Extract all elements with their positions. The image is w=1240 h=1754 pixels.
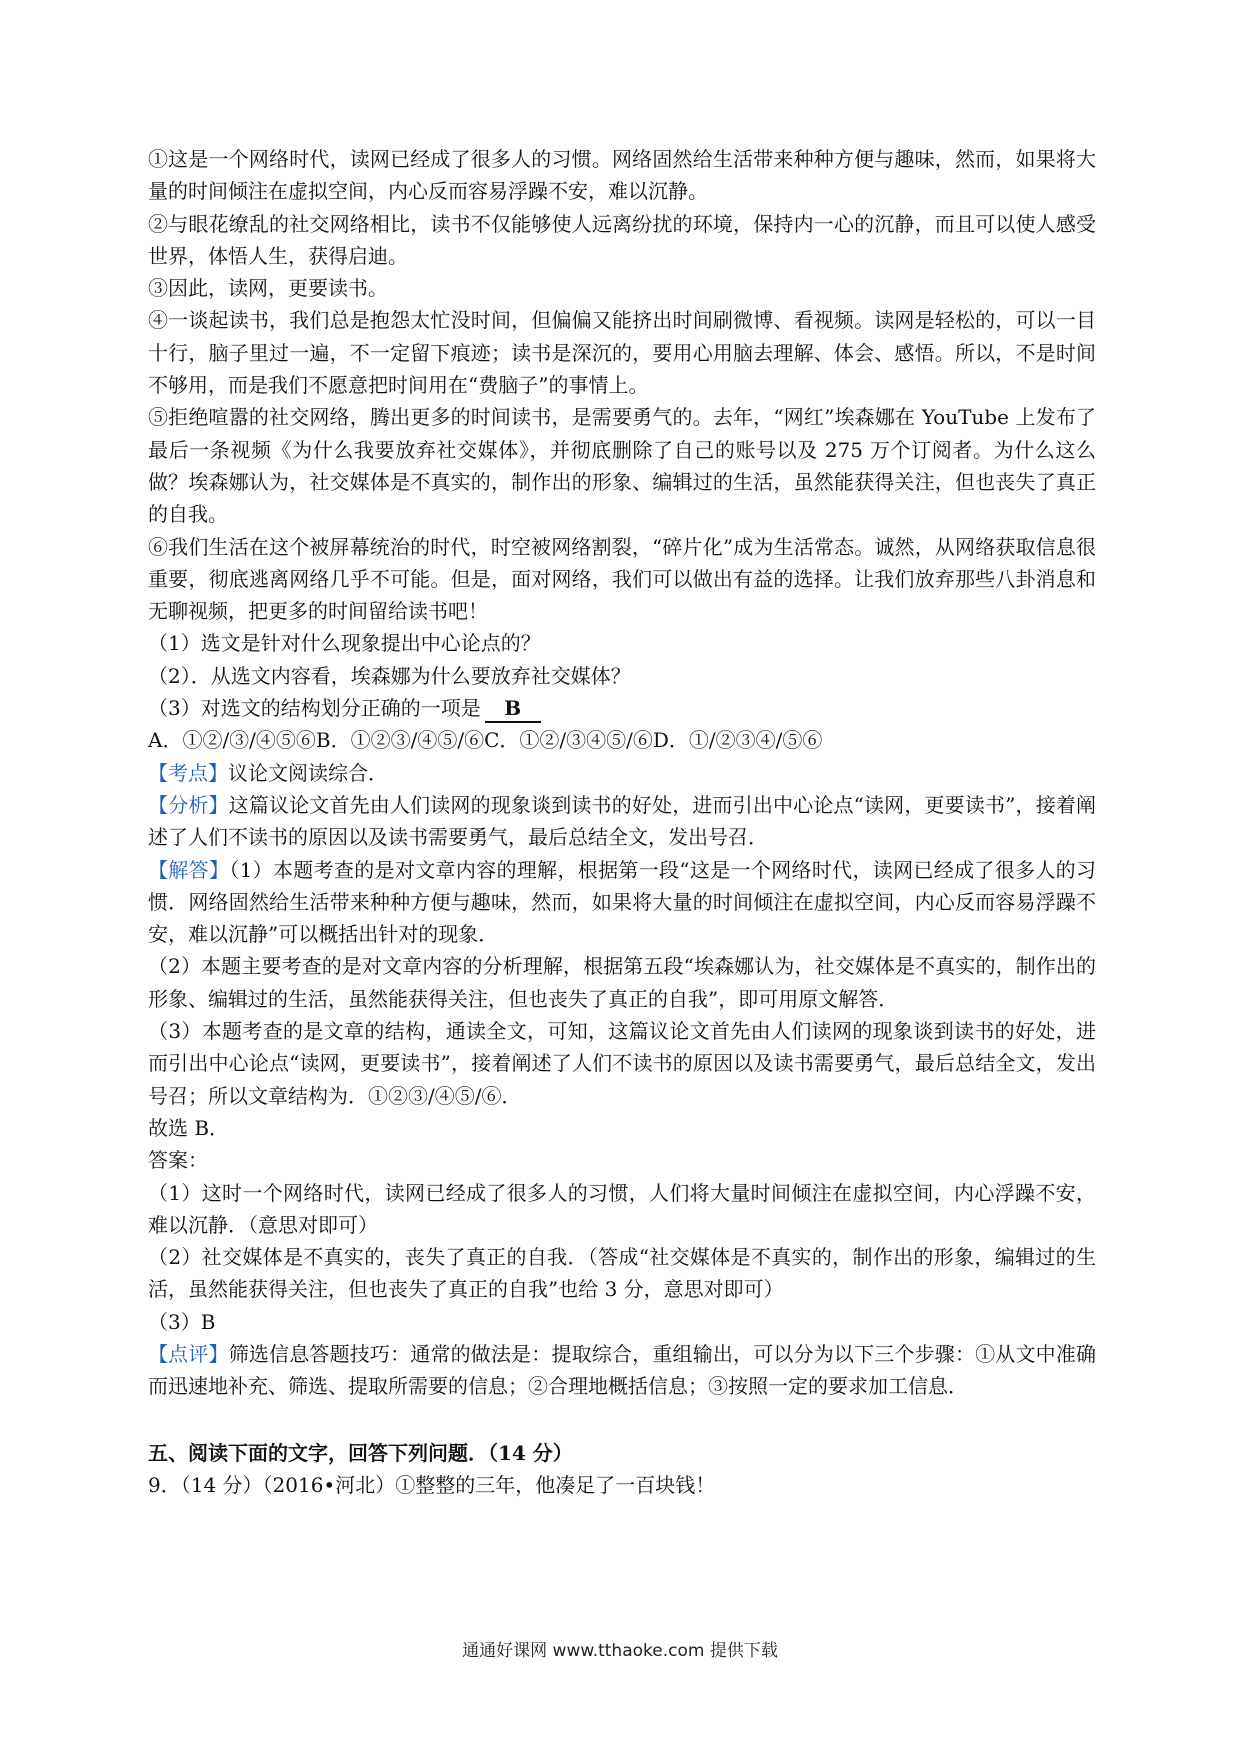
jieda-part-2: （2）本题主要考查的是对文章内容的分析理解，根据第五段“埃森娜认为，社交媒体是不真实的，制作出的形象、编辑过的生活，虽然能获得关注，但也丧失了真正的自我”，即可用原文解答． [148,954,1096,1011]
section-gap [148,1403,1096,1437]
passage-paragraph-5: ⑤拒绝喧嚣的社交网络，腾出更多的时间读书，是需要勇气的。去年，“网红”埃森娜在 YouTube 上发布了最后一条视频《为什么我要放弃社交媒体》，并彻底删除了自己的账号以及 275 万个订阅者。为什么这么做？埃森娜认为，社交媒体是不真实的，制作出的形象、编辑过的生活，虽然能获得关注，但也丧失了真正的自我。 [148,405,1096,527]
question-2: （2）．从选文内容看，埃森娜为什么要放弃社交媒体？ [148,663,631,688]
question-3 [148,692,1096,724]
daan-part-3: （3）B [148,1309,216,1334]
kaodian-section [148,757,1096,789]
passage-paragraph-3: ③因此，读网，更要读书。 [148,276,388,301]
dianping-text: 筛选信息答题技巧：通常的做法是：提取综合，重组输出，可以分为以下三个步骤：①从文中准确而迅速地补充、筛选、提取所需要的信息；②合理地概括信息；③按照一定的要求加工信息． [148,1341,1097,1399]
jieda-section [148,854,1096,951]
section-5-title: 五、阅读下面的文字，回答下列问题．（14 分） [148,1440,573,1465]
question-3-text: （3）对选文的结构划分正确的一项是 [148,696,481,721]
kaodian-tag: 【考点】 [148,760,228,785]
dianping-tag: 【点评】 [148,1341,229,1366]
passage-paragraph-1: ①这是一个网络时代，读网已经成了很多人的习惯。网络固然给生活带来种种方便与趣味，然而，如果将大量的时间倾注在虚拟空间，内心反而容易浮躁不安，难以沉静。 [148,147,1096,204]
question-3-answer-blank: B [485,695,541,723]
document-content [148,143,1096,1501]
fenxi-tag: 【分析】 [148,792,229,817]
jieda-tag: 【解答】 [148,857,230,882]
question-1: （1）选文是针对什么现象提出中心论点的？ [148,631,541,656]
jieda-part-3: （3）本题考查的是文章的结构，通读全文，可知，这篇议论文首先由人们读网的现象谈到读书的好处，进而引出中心论点“读网，更要读书”，接着阐述了人们不读书的原因以及读书需要勇气，最后总结全文，发出号召；所以文章结构为．①②③/④⑤/⑥． [148,1019,1096,1108]
guxuan-line: 故选 B． [148,1115,230,1140]
question-9: 9．（14 分）（2016•河北）①整整的三年，他凑足了一百块钱！ [148,1472,716,1497]
fenxi-text: 这篇议论文首先由人们读网的现象谈到读书的好处，进而引出中心论点“读网，更要读书”，接着阐述了人们不读书的原因以及读书需要勇气，最后总结全文，发出号召． [148,792,1097,850]
fenxi-section [148,789,1096,854]
passage-paragraph-6: ⑥我们生活在这个被屏幕统治的时代，时空被网络割裂，“碎片化”成为生活常态。诚然，从网络获取信息很重要，彻底逃离网络几乎不可能。但是，面对网络，我们可以做出有益的选择。让我们放弃那些八卦消息和无聊视频，把更多的时间留给读书吧！ [148,534,1096,624]
dianping-section [148,1338,1096,1403]
daan-part-1: （1）这时一个网络时代，读网已经成了很多人的习惯，人们将大量时间倾注在虚拟空间，内心浮躁不安，难以沉静．（意思对即可） [148,1180,1096,1237]
page-footer: 通通好课网 www.tthaoke.com 提供下载 [462,1641,778,1661]
question-3-options: A．①②/③/④⑤⑥B．①②③/④⑤/⑥C．①②/③④⑤/⑥D．①/②③④/⑤⑥ [148,728,823,753]
passage-paragraph-4: ④一谈起读书，我们总是抱怨太忙没时间，但偏偏又能挤出时间刷微博、看视频。读网是轻松的，可以一目十行，脑子里过一遍，不一定留下痕迹；读书是深沉的，要用心用脑去理解、体会、感悟。所以，不是时间不够用，而是我们不愿意把时间用在“费脑子”的事情上。 [148,308,1096,398]
passage-paragraph-2: ②与眼花缭乱的社交网络相比，读书不仅能够使人远离纷扰的环境，保持内一心的沉静，而且可以使人感受世界，体悟人生，获得启迪。 [148,211,1096,268]
daan-label: 答案： [148,1148,208,1173]
daan-part-2: （2）社交媒体是不真实的，丧失了真正的自我．（答成“社交媒体是不真实的，制作出的形象，编辑过的生活，虽然能获得关注，但也丧失了真正的自我”也给 3 分，意思对即可） [148,1245,1096,1302]
kaodian-text: 议论文阅读综合． [228,760,388,785]
jieda-part-1: （1）本题考查的是对文章内容的理解，根据第一段“这是一个网络时代，读网已经成了很多人的习惯．网络固然给生活带来种种方便与趣味，然而，如果将大量的时间倾注在虚拟空间，内心反而容易浮躁不安，难以沉静”可以概括出针对的现象． [148,857,1096,947]
